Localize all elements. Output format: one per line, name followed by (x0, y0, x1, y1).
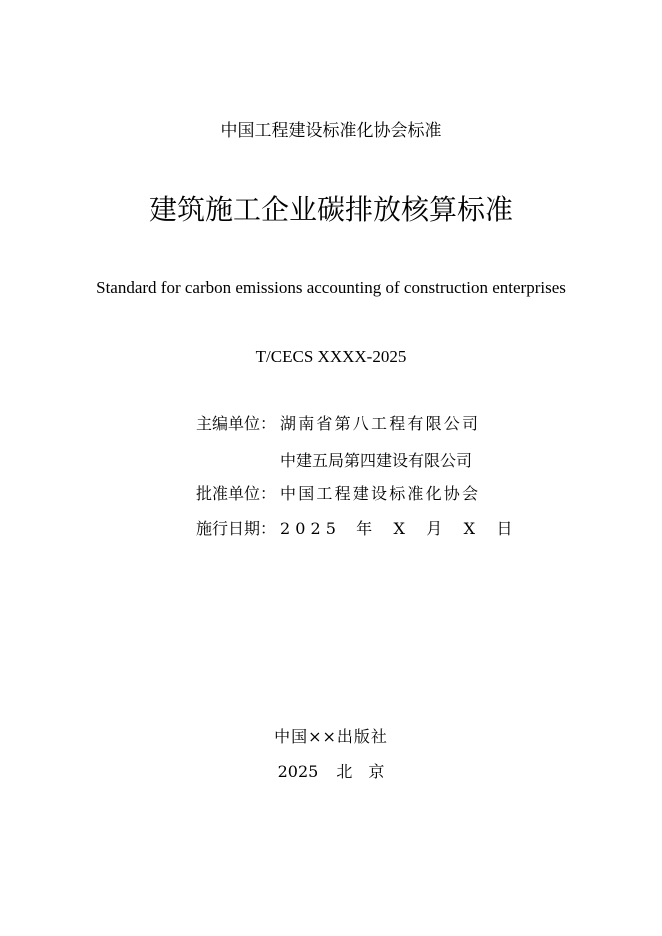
chief-editor-unit-1: 湖南省第八工程有限公司 (280, 414, 481, 433)
organization-standard-label: 中国工程建设标准化协会标准 (220, 121, 442, 141)
chief-editor-unit-2: 中建五局第四建设有限公司 (280, 451, 473, 470)
chief-editor-label-spacer (196, 451, 280, 471)
effective-date-row (196, 519, 521, 539)
page-title: 建筑施工企业碳排放核算标准 (148, 193, 513, 226)
effective-date-value (280, 519, 521, 539)
chief-editor-row-2 (196, 451, 472, 471)
effective-month-unit: 月 (426, 519, 443, 538)
english-title: Standard for carbon emissions accounting of construction enterprises (96, 278, 566, 297)
publication-year-city (0, 764, 662, 780)
effective-year-unit: 年 (356, 519, 373, 538)
effective-day-unit: 日 (496, 519, 513, 538)
publisher-name: 中国××出版社 (274, 727, 388, 746)
publication-city-1: 北 (336, 762, 353, 781)
chief-editor-row (196, 414, 480, 434)
effective-day: X (463, 519, 476, 538)
approval-unit: 中国工程建设标准化协会 (280, 484, 481, 503)
chief-editor-label: 主编单位： (196, 414, 277, 433)
effective-date-label: 施行日期： (196, 519, 277, 538)
standard-code: T/CECS XXXX-2025 (255, 347, 407, 366)
approval-row (196, 484, 480, 504)
publication-year: 2025 (277, 762, 319, 781)
effective-year: 2 0 2 5 (280, 519, 336, 538)
approval-label: 批准单位： (196, 484, 277, 503)
publication-city-2: 京 (368, 762, 385, 781)
effective-month: X (393, 519, 405, 538)
